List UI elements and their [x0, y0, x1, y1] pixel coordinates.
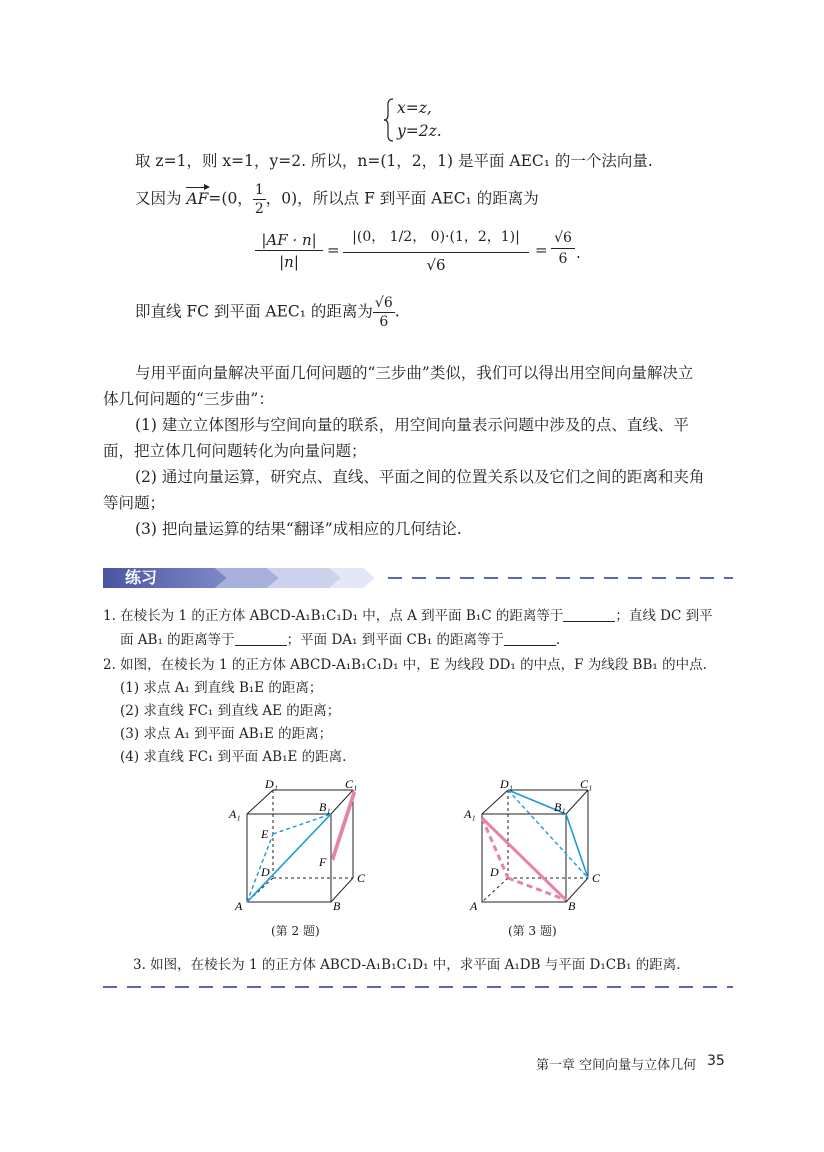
conclusion-prefix: 即直线 FC 到平面 AEC₁ 的距离为 [135, 302, 373, 321]
system-eq1: x=z, [397, 99, 432, 117]
figure-3 [460, 776, 620, 941]
exercise-title: 练习 [125, 568, 158, 587]
q1-line1 [103, 606, 713, 626]
page-number: 35 [707, 1053, 725, 1069]
label-c: C [592, 871, 601, 885]
take-z-line: 取 z=1，则 x=1，y=2. 所以，n=(1，2，1) 是平面 AEC₁ 的一个法向量. [135, 152, 653, 170]
exercise-banner [103, 566, 733, 590]
label-b: B [333, 899, 341, 913]
label-b1: B₁ [319, 800, 331, 814]
fig2-caption: (第 2 题) [271, 924, 320, 938]
step3-line: (3) 把向量运算的结果“翻译”成相应的几何结论. [135, 520, 462, 538]
af-eq: =(0， [208, 189, 253, 208]
step1-line2: 面，把立体几何问题转化为向量问题； [103, 442, 367, 460]
dist-den-left: |n| [255, 250, 323, 273]
q1-text-e: . [555, 632, 561, 648]
left-brace-icon [383, 97, 395, 143]
para1-line1: 与用平面向量解决平面几何问题的“三步曲”类似，我们可以得出用空间向量解决立 [135, 364, 694, 382]
q1-text-c: 面 AB₁ 的距离等于 [120, 632, 235, 648]
half-fraction [253, 181, 266, 218]
conclusion-num: √6 [374, 295, 393, 311]
conclusion-fraction [373, 294, 395, 331]
q2-sub3: (3) 求点 A₁ 到平面 AB₁E 的距离； [120, 726, 333, 742]
cube-diagram-fig3 [460, 776, 620, 916]
label-a: A [235, 899, 243, 913]
label-c1: C₁ [580, 777, 593, 791]
label-b: B [568, 899, 576, 913]
af-vector-symbol: AF [186, 189, 209, 208]
dist-den-mid: √6 [343, 252, 529, 277]
label-d1: D₁ [500, 777, 513, 791]
dist-num-left: |AF · n| [261, 231, 317, 249]
bottom-dashed-rule [103, 984, 733, 990]
dist-result-num: √6 [554, 230, 572, 246]
step1-line1: (1) 建立立体图形与空间向量的联系，用空间向量表示问题中涉及的点、直线、平 [135, 416, 689, 434]
system-eq2: y=2z. [397, 122, 442, 140]
q1-text-a: 1. 在棱长为 1 的正方体 ABCD-A₁B₁C₁D₁ 中，点 A 到平面 B₁C 的距离等于 [103, 608, 564, 624]
footer-chapter: 第一章 空间向量与立体几何 [536, 1058, 697, 1073]
half-den: 2 [254, 201, 264, 217]
q2-intro: 2. 如图，在棱长为 1 的正方体 ABCD-A₁B₁C₁D₁ 中，E 为线段 DD₁ 的中点，F 为线段 BB₁ 的中点. [103, 657, 707, 673]
label-c: C [357, 871, 366, 885]
label-a1: A₁ [229, 807, 241, 821]
fig3-caption: (第 3 题) [508, 924, 557, 938]
answer-blank[interactable] [563, 607, 615, 622]
equation-system [383, 97, 463, 147]
label-e: E [261, 827, 269, 841]
answer-blank[interactable] [504, 631, 556, 646]
cube-diagram-fig2 [225, 776, 385, 916]
label-a: A [470, 899, 478, 913]
q2-sub2: (2) 求直线 FC₁ 到直线 AE 的距离； [120, 703, 341, 719]
dist-result-den: 6 [551, 248, 575, 269]
para1-line2: 体几何问题的“三步曲”： [103, 390, 274, 408]
af-rest: ，0)，所以点 F 到平面 AEC₁ 的距离为 [265, 189, 539, 208]
q2-sub1: (1) 求点 A₁ 到直线 B₁E 的距离； [120, 680, 323, 696]
half-num: 1 [254, 182, 264, 198]
af-vector-line [135, 181, 539, 218]
step2-line2: 等问题； [103, 494, 166, 512]
q3-line: 3. 如图，在棱长为 1 的正方体 ABCD-A₁B₁C₁D₁ 中，求平面 A₁DB 与平面 D₁CB₁ 的距离. [133, 957, 681, 973]
step2-line1: (2) 通过向量运算，研究点、直线、平面之间的位置关系以及它们之间的距离和夹角 [135, 468, 705, 486]
q2-sub4: (4) 求直线 FC₁ 到平面 AB₁E 的距离. [120, 749, 347, 765]
af-prefix: 又因为 [135, 189, 182, 208]
label-d: D [261, 865, 270, 879]
distance-formula: $\frac{|AF \cdot n|}{|n|}$ = $\frac{|(0, 1/2, 0)\cdot(1,2,1)|}{√6}$ = $\frac{√6}{6}$ . [255, 222, 585, 284]
q1-text-b: ；直线 DC 到平 [615, 608, 713, 624]
q1-line2 [120, 630, 560, 650]
conclusion-line: 即直线 FC 到平面 AEC₁ 的距离为 $\frac{√6}{6}$ . [135, 295, 400, 330]
label-c1: C₁ [345, 777, 358, 791]
answer-blank[interactable] [235, 631, 287, 646]
conclusion-den: 6 [373, 312, 395, 331]
dist-num-mid: |(0， 1/2， 0)·(1，2，1)| [352, 229, 520, 245]
label-f: F [319, 855, 327, 869]
label-b1: B₁ [554, 800, 566, 814]
q1-text-d: ；平面 DA₁ 到平面 CB₁ 的距离等于 [286, 632, 504, 648]
label-a1: A₁ [464, 807, 476, 821]
label-d: D [490, 865, 499, 879]
banner-graphic [103, 566, 733, 590]
label-d1: D₁ [265, 777, 278, 791]
figure-2 [225, 776, 385, 941]
